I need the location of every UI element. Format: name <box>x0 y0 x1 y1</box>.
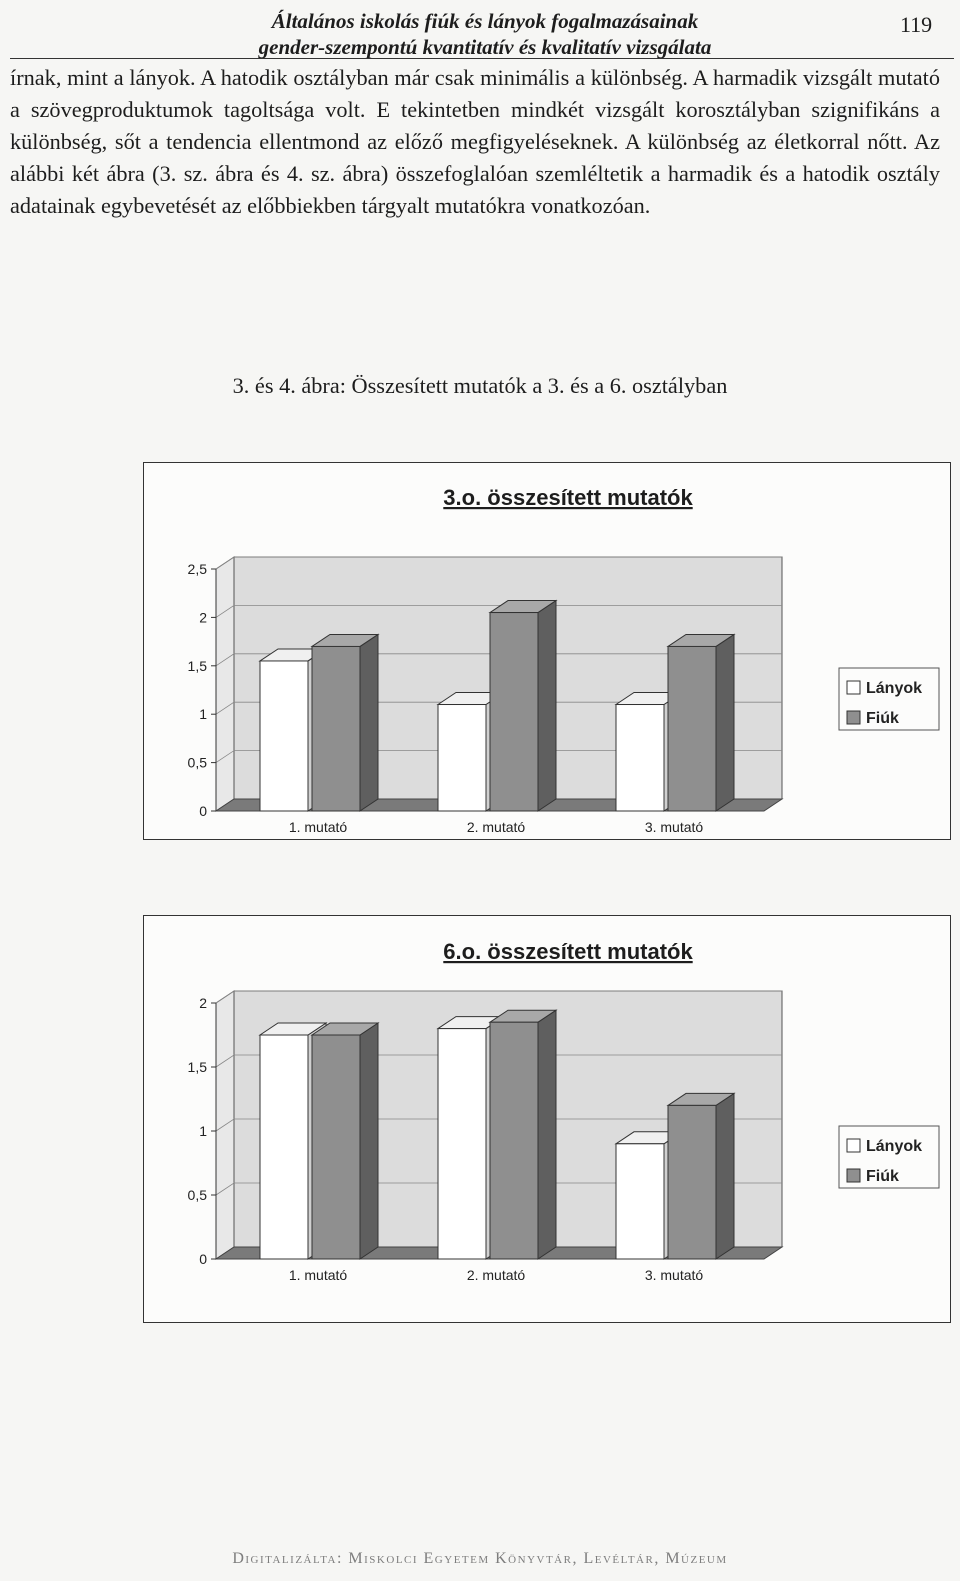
bar-fiuk-front <box>312 646 360 811</box>
bar-fiuk <box>668 1093 734 1259</box>
x-tick-label: 2. mutató <box>466 819 526 835</box>
y-tick-label: 2 <box>199 995 207 1011</box>
bar-fiuk-front <box>668 646 716 811</box>
bar-fiuk-side <box>538 601 556 811</box>
y-tick-label: 1,5 <box>187 1059 207 1075</box>
legend-swatch <box>847 1169 860 1182</box>
plot-side-wall <box>216 557 234 811</box>
bar-lanyok-front <box>438 1029 486 1259</box>
page-header <box>0 6 960 60</box>
x-tick-label: 3. mutató <box>644 1267 704 1283</box>
bar-fiuk <box>490 1010 556 1259</box>
body-paragraph: írnak, mint a lányok. A hatodik osztályban már csak minimális a különbség. A harmadik vizsgált mutató a szövegproduktumok tagoltsága volt. E tekintetben mindkét vizsgált korosztályban szignifikáns a különbség, sőt a tendencia ellentmond az előző megfigyeléseknek. A különbség az életkorral nőtt. Az alábbi két ábra (3. sz. ábra és 4. sz. ábra) összefoglalóan szemléltetik a harmadik és a hatodik osztály adatainak egybevetését az előbbiekben tárgyalt mutatókra vonatkozóan. <box>10 65 940 218</box>
chart-svg <box>144 916 952 1324</box>
x-tick-label: 1. mutató <box>288 1267 348 1283</box>
bar-fiuk <box>312 1023 378 1259</box>
y-tick-label: 0,5 <box>187 754 207 771</box>
y-tick-label: 1,5 <box>187 657 207 674</box>
page-number: 119 <box>900 12 933 37</box>
bar-lanyok-front <box>260 1035 308 1259</box>
bar-fiuk-front <box>312 1035 360 1259</box>
legend-label: Lányok <box>866 1138 923 1155</box>
x-tick-label: 3. mutató <box>644 819 704 835</box>
y-tick-label: 0 <box>199 803 207 819</box>
chart-title: 6.o. összesített mutatók <box>443 939 693 964</box>
bar-lanyok-front <box>260 661 308 811</box>
bar-fiuk-side <box>716 1093 734 1259</box>
bar-fiuk-front <box>668 1105 716 1259</box>
y-tick-label: 0,5 <box>187 1187 207 1203</box>
bar-fiuk-side <box>360 1023 378 1259</box>
legend-swatch <box>847 1139 860 1152</box>
bar-fiuk-front <box>490 1022 538 1259</box>
y-tick-label: 0 <box>199 1251 207 1267</box>
chart-3rd-grade <box>143 462 951 840</box>
bar-lanyok-front <box>438 705 486 811</box>
y-tick-label: 2,5 <box>187 561 207 577</box>
figure-caption: 3. és 4. ábra: Összesített mutatók a 3. és a 6. osztályban <box>232 373 728 398</box>
x-tick-label: 2. mutató <box>466 1267 526 1283</box>
legend-label: Lányok <box>866 680 923 697</box>
running-title-line-2: gender-szempontú kvantitatív és kvalitatív vizsgálata <box>258 35 712 59</box>
bar-lanyok-front <box>616 1144 664 1259</box>
y-tick-label: 1 <box>199 1123 207 1139</box>
bar-lanyok-front <box>616 705 664 811</box>
bar-fiuk-side <box>716 634 734 811</box>
digitization-footer: Digitalizálta: Miskolci Egyetem Könyvtár, Levéltár, Múzeum <box>232 1550 728 1567</box>
x-tick-label: 1. mutató <box>288 819 348 835</box>
running-title-line-1: Általános iskolás fiúk és lányok fogalmazásainak <box>271 9 699 33</box>
legend-swatch <box>847 681 860 694</box>
bar-fiuk <box>490 601 556 811</box>
y-tick-label: 1 <box>199 706 207 723</box>
chart-legend <box>839 1126 939 1188</box>
bar-fiuk <box>312 634 378 811</box>
header-rule <box>10 58 954 59</box>
legend-label: Fiúk <box>866 710 899 727</box>
legend-label: Fiúk <box>866 1168 899 1185</box>
y-tick-label: 2 <box>199 609 207 626</box>
chart-svg <box>144 463 952 841</box>
chart-title: 3.o. összesített mutatók <box>443 485 693 510</box>
bar-fiuk-front <box>490 613 538 811</box>
bar-fiuk-side <box>360 634 378 811</box>
chart-6th-grade <box>143 915 951 1323</box>
chart-legend <box>839 668 939 730</box>
bar-fiuk-side <box>538 1010 556 1259</box>
bar-fiuk <box>668 634 734 811</box>
legend-swatch <box>847 711 860 724</box>
